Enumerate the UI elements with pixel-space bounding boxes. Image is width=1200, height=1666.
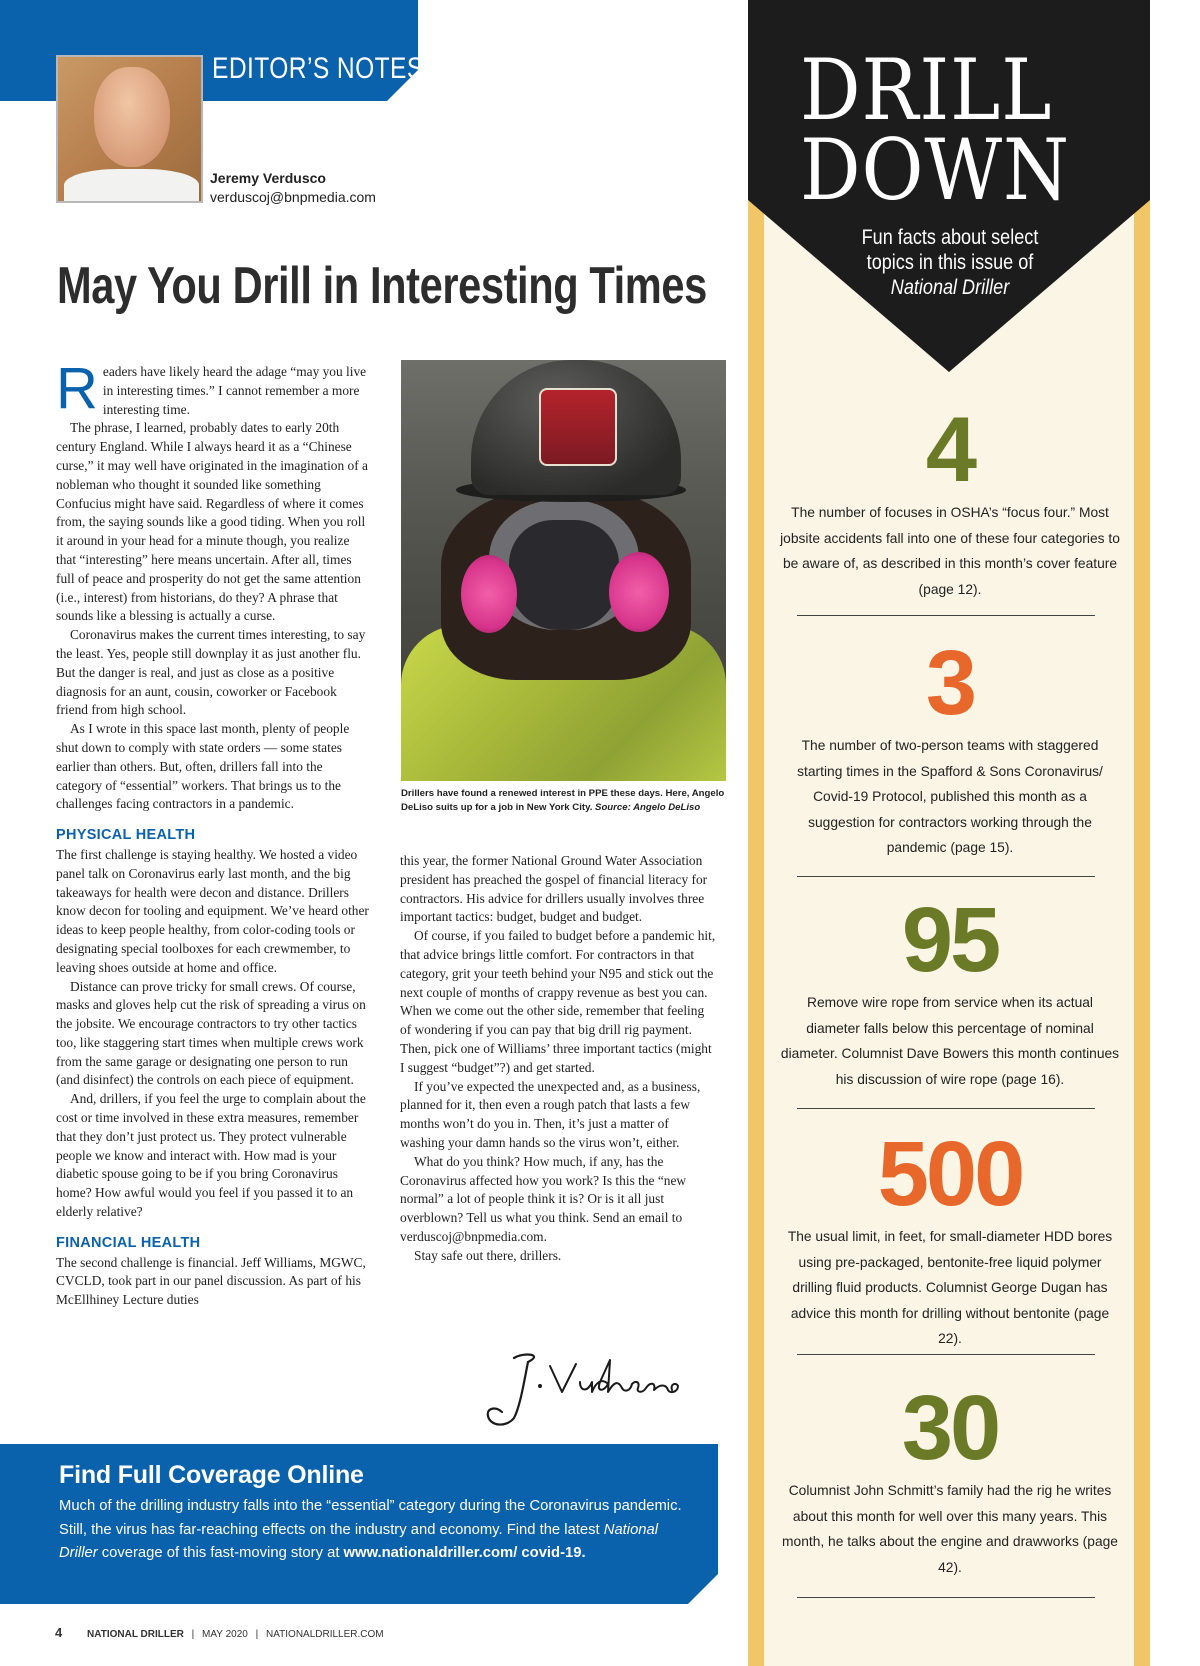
body-paragraph: Of course, if you failed to budget before a pandemic hit, that advice brings little comfort. For contractors in that category, grit your teeth behind your N95 and stick out the next couple of months of crappy revenue as best you can. When we come out the other side, remember that feeling of wondering if you can pay that big drill rig payment. Then, pick one of Williams’ three important tactics (might I suggest “budget”?) and get started.	[400, 928, 716, 1075]
article-column-1	[56, 356, 370, 1310]
body-paragraph: The phrase, I learned, probably dates to early 20th century England. While I always heard it as a “Chinese curse,” it may well have originated in the imagination of a nobleman who thought it sounded like something Confucius might have said. Regardless of where it comes from, the saying sounds like a good tiding. When you roll it around in your head for a minute though, you realize that “interesting” here means uncertain. After all, times full of peace and prosperity do not get the same attention (i.e., interest) from historians, do they? A phrase that sounds like a blessing is actually a curse.	[56, 420, 368, 624]
photo-caption	[401, 787, 727, 815]
fact-divider	[797, 1597, 1095, 1598]
fact-divider	[797, 1354, 1095, 1355]
page-footer: 4 NATIONAL DRILLER | MAY 2020 | NATIONALDRILLER.COM	[55, 1625, 384, 1640]
lead-paragraph: Readers have likely heard the adage “may you live in interesting times.” I cannot remember a more interesting time.	[56, 356, 367, 421]
footer-issue: MAY 2020	[202, 1629, 248, 1640]
online-coverage-link[interactable]: www.nationaldriller.com/ covid-19.	[343, 1545, 586, 1561]
fact-item	[780, 1377, 1120, 1580]
fact-divider	[797, 876, 1095, 877]
subhead-physical-health: PHYSICAL HEALTH	[56, 827, 196, 844]
body-paragraph: If you’ve expected the unexpected and, as a business, planned for it, then even a rough patch that lasts a few months won’t do you in. Then, it’s just a matter of washing your damn hands so the virus won’t, either.	[400, 1078, 701, 1150]
page-number: 4	[55, 1625, 63, 1640]
body-paragraph: What do you think? How much, if any, has the Coronavirus affected how you work? Is this the “new normal” a lot of people think it is? Or is it all just overblown? Tell us what you think. Send an email to verduscoj@bnpmedia.com.	[400, 1153, 687, 1244]
author-email[interactable]: verduscoj@bnpmedia.com	[210, 189, 376, 205]
fact-item	[780, 632, 1120, 861]
fact-text: The usual limit, in feet, for small-diameter HDD bores using pre-packaged, bentonite-free liquid polymer drilling fluid products. Columnist George Dugan has advice this month for drilling without bentonite (page 22).	[787, 1229, 1113, 1346]
fact-item	[780, 889, 1120, 1092]
section-label: EDITOR’S NOTES	[212, 52, 424, 85]
article-photo	[401, 360, 726, 781]
body-paragraph: this year, the former National Ground Water Association president has preached the gospel of financial literacy for contractors. His advice for drillers usually involves three important tactics: budget, budget and budget.	[400, 853, 708, 925]
body-paragraph: As I wrote in this space last month, plenty of people shut down to comply with state orders — some states earlier than others. But, often, drillers fall into the category of “essential” workers. That brings us to the challenges facing contractors in a pandemic.	[56, 721, 350, 812]
author-name: Jeremy Verdusco	[210, 170, 326, 186]
sidebar-title: DRILL DOWN	[800, 41, 1071, 219]
drop-cap: R	[56, 356, 98, 421]
body-paragraph: The first challenge is staying healthy. We hosted a video panel talk on Coronavirus early last month, and the big takeaways for health were decon and distance. Drillers know decon for tooling and equipment. We’ve heard other ideas to keep people healthy, from color-coding tools or designating special toolboxes for each crewmember, to leaving shoes outside at home and office.	[56, 846, 369, 975]
article-headline: May You Drill in Interesting Times	[57, 257, 707, 315]
body-paragraph: Stay safe out there, drillers.	[414, 1247, 562, 1263]
body-paragraph: And, drillers, if you feel the urge to complain about the cost or time involved in these extra measures, remember that they don’t just protect us. They protect vulnerable people we know and interact with. How mad is your diabetic spouse going to be if you bring Coronavirus home? How awful would you feel if you passed it to an elderly relative?	[56, 1091, 366, 1220]
author-photo	[56, 55, 203, 203]
fact-number: 30	[901, 1377, 999, 1479]
body-paragraph: The second challenge is financial. Jeff Williams, MGWC, CVCLD, took part in our panel discussion. As part of his McEllhiney Lecture duties	[56, 1254, 366, 1308]
body-paragraph: Distance can prove tricky for small crews. Of course, masks and gloves help cut the risk of spreading a virus on the jobsite. We encourage contractors to try other tactics too, like staggering start times when multiple crews work from the same garage or designating one person to run (and disinfect) the controls on each piece of equipment.	[56, 978, 366, 1088]
fact-item	[780, 1123, 1120, 1352]
subhead-financial-health: FINANCIAL HEALTH	[56, 1234, 201, 1251]
fact-number: 95	[901, 889, 999, 991]
editor-signature	[484, 1352, 706, 1430]
fact-divider	[797, 615, 1095, 616]
online-coverage-text: Much of the drilling industry falls into the “essential” category during the Coronavirus pandemic. Still, the virus has far-reaching effects on the industry and economy. Find the latest National Driller coverage of this fast-moving story at www.nationaldriller.com/ covid-19.	[59, 1498, 682, 1561]
sidebar-subtitle: Fun facts about select topics in this issue of National Driller	[861, 226, 1039, 299]
fact-divider	[797, 1108, 1095, 1109]
footer-magazine: NATIONAL DRILLER	[87, 1629, 184, 1640]
caption-text: Drillers have found a renewed interest in PPE these days. Here, Angelo DeLiso suits up for a job in New York City.	[401, 788, 725, 813]
fact-item	[780, 399, 1120, 602]
fact-number: 500	[877, 1123, 1023, 1225]
online-coverage-title: Find Full Coverage Online	[59, 1461, 364, 1489]
fact-text: Columnist John Schmitt’s family had the rig he writes about this month for well over this many years. This month, he talks about the engine and drawworks (page 42).	[782, 1483, 1118, 1575]
fact-text: The number of two-person teams with staggered starting times in the Spafford & Sons Coronavirus/ Covid-19 Protocol, published this month as a suggestion for contractors working through the pandemic (page 15).	[797, 738, 1103, 855]
fact-number: 4	[925, 399, 975, 501]
fact-number: 3	[925, 632, 975, 734]
footer-website: NATIONALDRILLER.COM	[266, 1629, 384, 1640]
body-paragraph: Coronavirus makes the current times interesting, to say the least. Yes, people still downplay it as just another flu. But the danger is real, and just as close as a positive diagnosis for an aunt, cousin, coworker or Facebook friend from high school.	[56, 627, 366, 718]
fact-text: Remove wire rope from service when its actual diameter falls below this percentage of nominal diameter. Columnist Dave Bowers this month continues his discussion of wire rope (page 16).	[780, 995, 1120, 1087]
fact-text: The number of focuses in OSHA’s “focus four.” Most jobsite accidents fall into one of these four categories to be aware of, as described in this month’s cover feature (page 12).	[780, 505, 1120, 597]
article-column-2	[400, 852, 716, 1266]
caption-source: Source: Angelo DeLiso	[595, 802, 701, 813]
